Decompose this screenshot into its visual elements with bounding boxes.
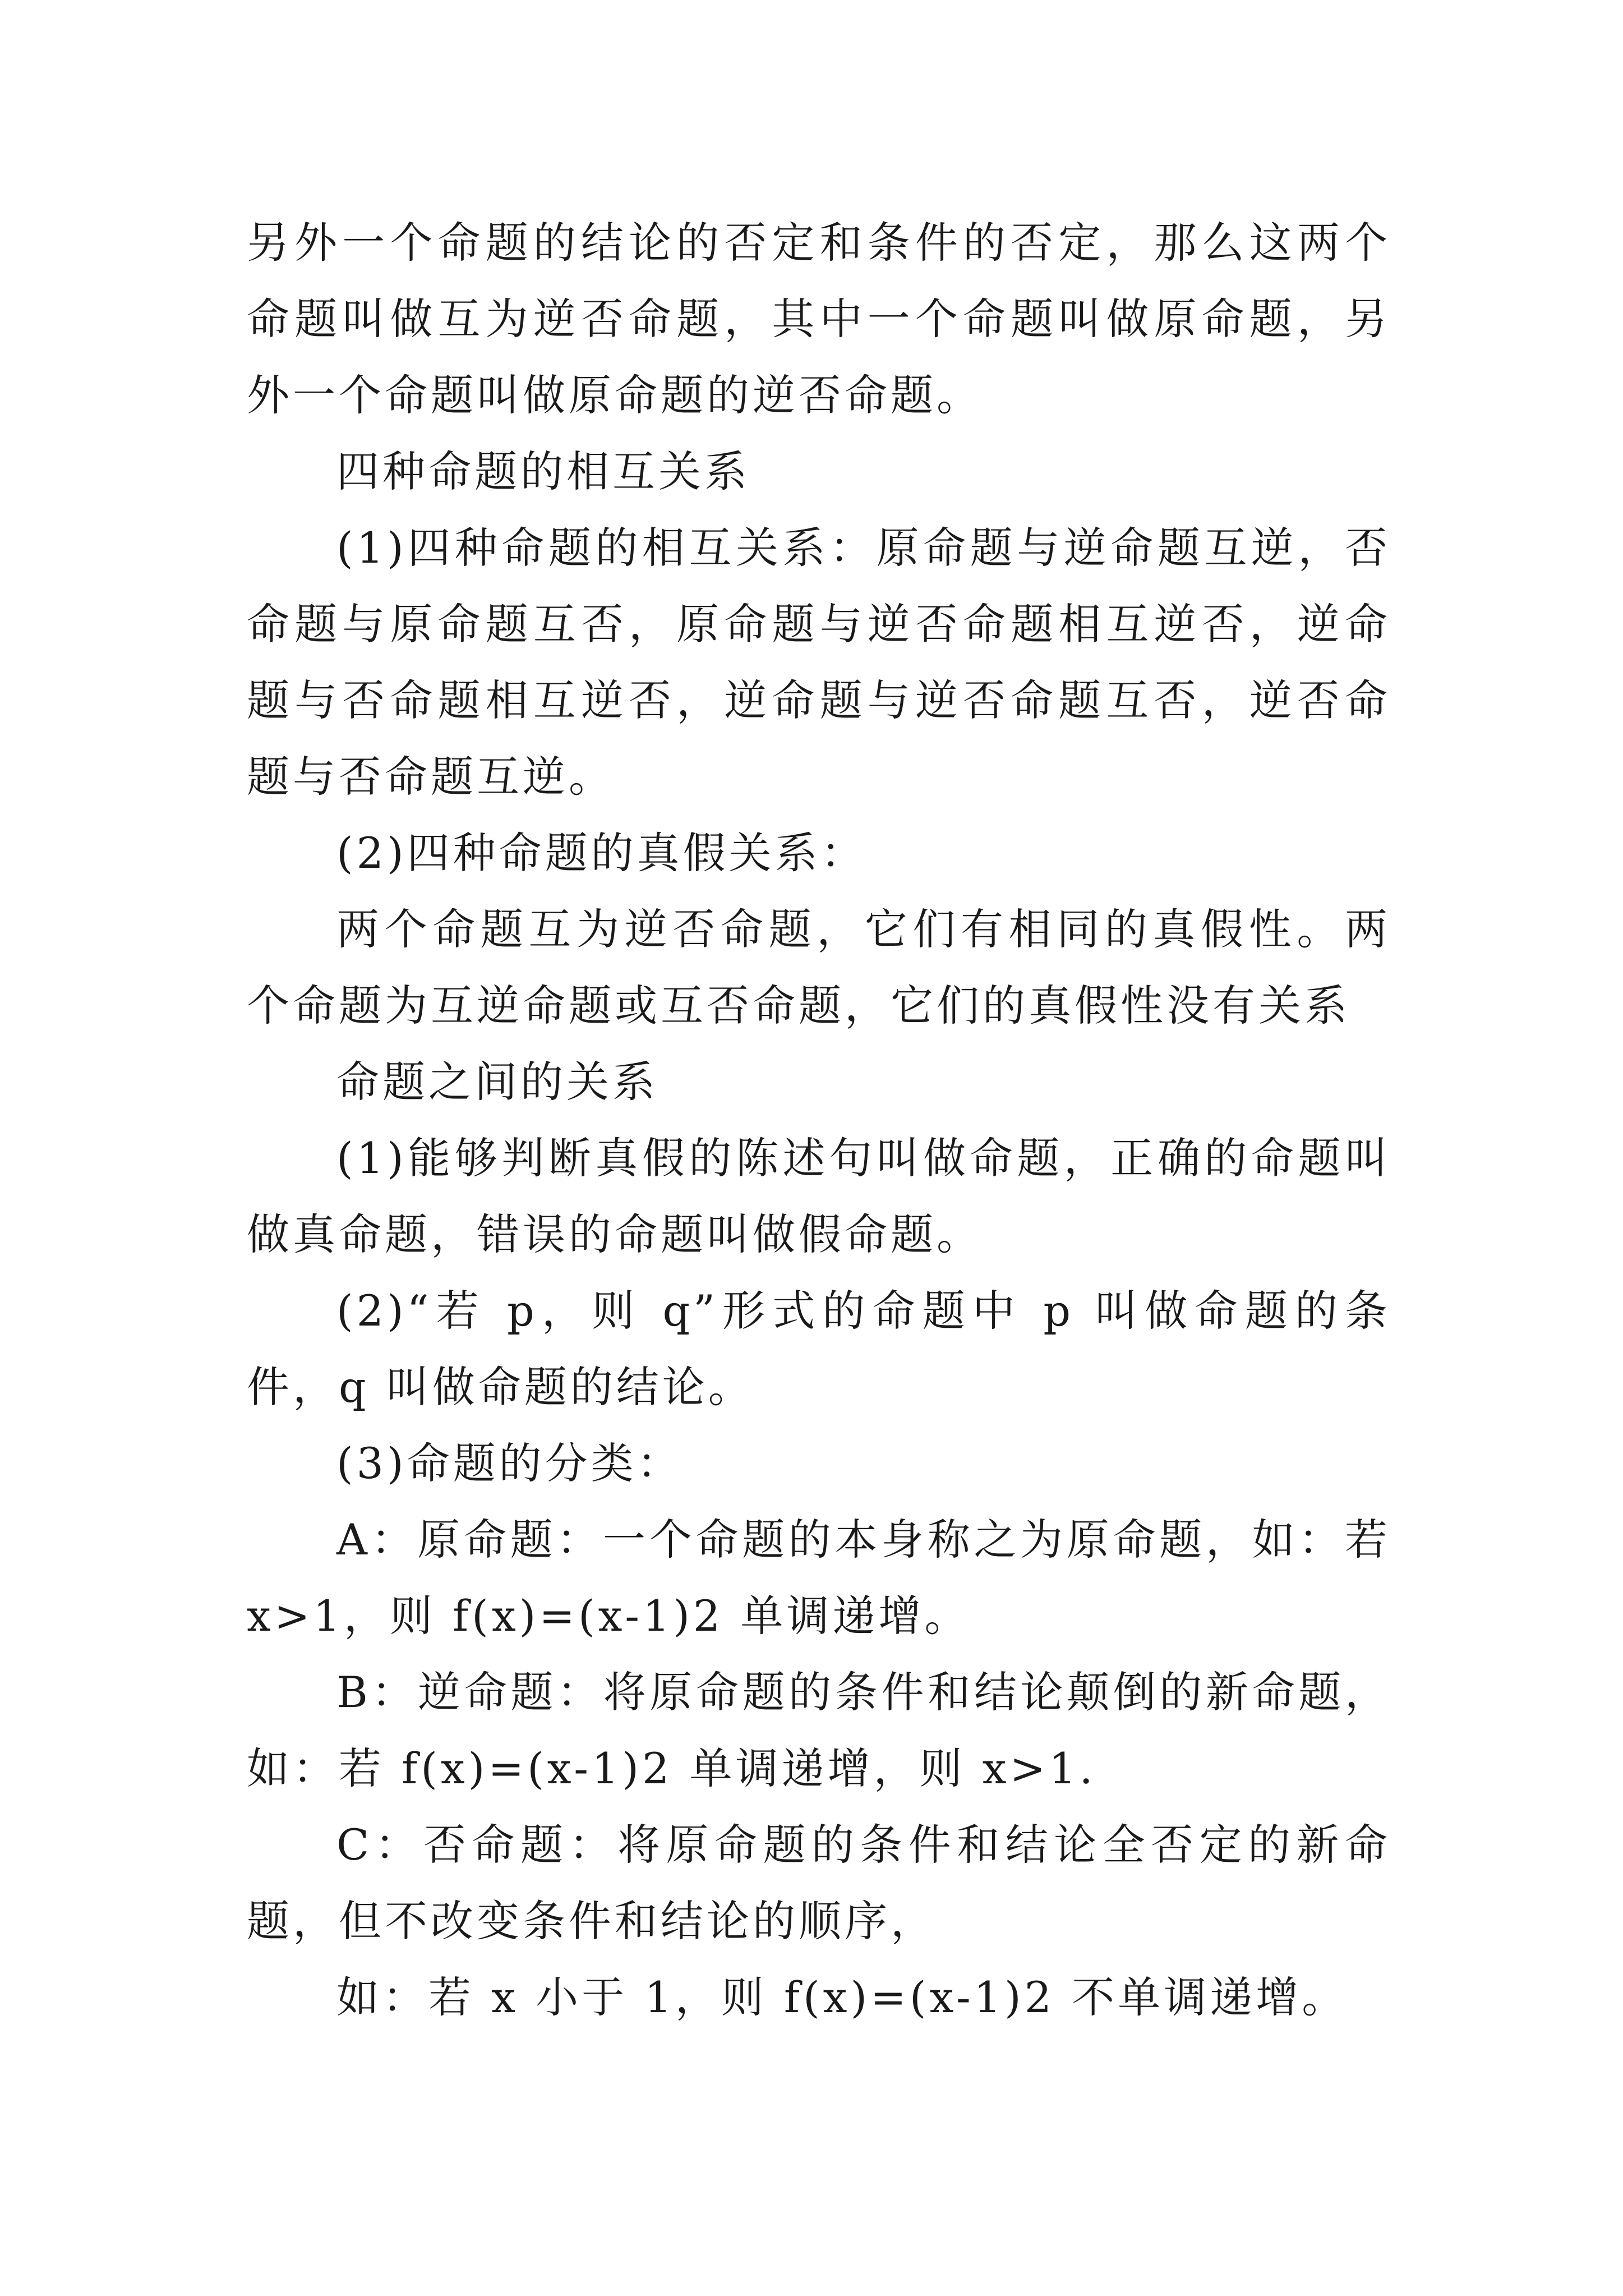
paragraph-continuation: 另外一个命题的结论的否定和条件的否定，那么这两个命题叫做互为逆否命题，其中一个命题叫做原命题，另外一个命题叫做原命题的逆否命题。 <box>247 218 1391 420</box>
paragraph-relations: (1)四种命题的相互关系：原命题与逆命题互逆，否命题与原命题互否，原命题与逆否命题相互逆否，逆命题与否命题相互逆否，逆命题与逆否命题互否，逆否命题与否命题互逆。 <box>247 523 1391 802</box>
paragraph-condition-conclusion: (2)“若 p，则 q”形式的命题中 p 叫做命题的条件，q 叫做命题的结论。 <box>247 1286 1391 1412</box>
paragraph-classification: (3)命题的分类： <box>336 1438 683 1488</box>
paragraph-definition: (1)能够判断真假的陈述句叫做命题，正确的命题叫做真命题，错误的命题叫做假命题。 <box>247 1133 1391 1259</box>
section-heading-propositions: 命题之间的关系 <box>336 1057 658 1107</box>
section-heading-relations: 四种命题的相互关系 <box>336 447 750 496</box>
paragraph-original-proposition: A：原命题：一个命题的本身称之为原命题，如：若 x>1，则 f(x)=(x-1)2 单调递增。 <box>247 1515 1391 1641</box>
paragraph-truth-heading: (2)四种命题的真假关系： <box>336 828 867 878</box>
paragraph-inverse-example: 如：若 x 小于 1，则 f(x)=(x-1)2 不单调递增。 <box>336 1972 1348 2022</box>
document-body <box>247 205 1391 2036</box>
paragraph-inverse-proposition: C：否命题：将原命题的条件和结论全否定的新命题，但不改变条件和结论的顺序， <box>247 1820 1391 1946</box>
paragraph-converse-proposition: B：逆命题：将原命题的条件和结论颠倒的新命题，如：若 f(x)=(x-1)2 单调递增，则 x>1. <box>247 1667 1391 1793</box>
paragraph-truth: 两个命题互为逆否命题，它们有相同的真假性。两个命题为互逆命题或互否命题，它们的真假性没有关系 <box>247 904 1391 1030</box>
